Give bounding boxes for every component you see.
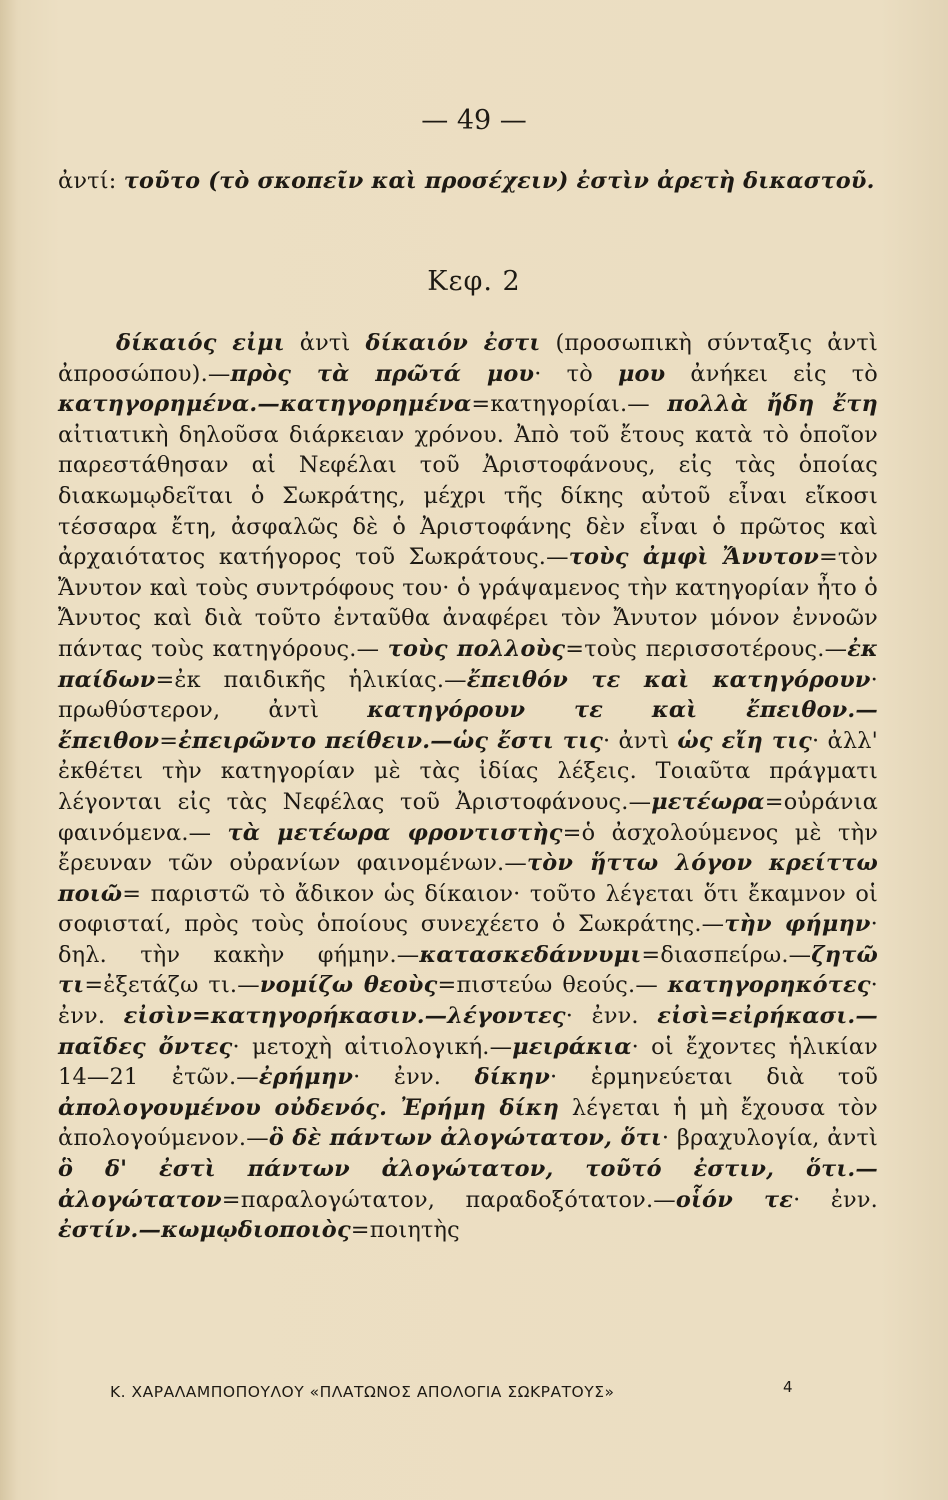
text-run: · ἐνν. xyxy=(793,1186,878,1213)
text-run: =οὐράνια φαινόμενα.— xyxy=(58,788,878,846)
keyword-run: ὃ δὲ πάντων ἀλογώτατον, ὅτι xyxy=(268,1125,662,1152)
keyword-run: πολλὰ ἤδη ἔτη xyxy=(667,391,878,418)
text-run: τοῦτο (τὸ σκοπεῖν καὶ προσέχειν) ἐστὶν ἀρετὴ δικαστοῦ. xyxy=(123,168,875,194)
text-run: = παριστῶ τὸ ἄδικον ὡς δίκαιον· τοῦτο λέγεται ὅτι ἔκαμνον οἱ σοφισταί, πρὸς τοὺς ὁποίους συνεχέετο ὁ Σωκράτης.— xyxy=(58,880,878,938)
keyword-run: μειράκια xyxy=(512,1033,632,1060)
text-run: · οἱ ἔχοντες ἡλικίαν 14—21 ἐτῶν.— xyxy=(58,1033,878,1091)
text-run: = xyxy=(159,727,179,754)
text-run: =ἐκ παιδικῆς ἡλικίας.— xyxy=(155,666,467,693)
keyword-run: πρὸς τὰ πρῶτά μου xyxy=(230,360,535,387)
keyword-run: νομίζω θεοὺς xyxy=(259,972,438,999)
keyword-run: τὴν φήμην xyxy=(724,911,871,938)
keyword-run: μετέωρα xyxy=(651,788,765,815)
text-run: · ἑρμηνεύεται διὰ τοῦ xyxy=(549,1064,878,1091)
keyword-run: ὡς εἴη τις xyxy=(677,727,813,754)
text-run: =ποιητὴς xyxy=(350,1217,460,1244)
text-run: =παραλογώτατον, παραδοξότατον.— xyxy=(221,1186,676,1213)
commentary-runs xyxy=(58,330,878,1243)
keyword-run: ἐστίν.—κωμῳδιοποιὸς xyxy=(58,1217,351,1244)
text-run: · τὸ xyxy=(534,360,618,387)
keyword-run: τὸν ἥττω λόγον κρείττω ποιῶ xyxy=(58,850,878,907)
text-run: · ἐνν. xyxy=(353,1064,475,1091)
keyword-run: ἐπειρῶντο πείθειν.—ὡς ἔστι τις xyxy=(178,727,603,754)
keyword-run: μου xyxy=(617,360,666,387)
footer-signature: Κ. ΧΑΡΑΛΑΜΠΟΠΟΥΛΟΥ «ΠΛΑΤΩΝΟΣ ΑΠΟΛΟΓΙΑ ΣΩΚΡΑΤΟΥΣ» xyxy=(110,1383,615,1401)
text-run: · ἐνν. xyxy=(565,1003,658,1030)
keyword-run: τὰ μετέωρα φροντιστὴς xyxy=(227,819,563,846)
text-run: =ὁ ἀσχολούμενος μὲ τὴν ἔρευναν τῶν οὐρανίων φαινομένων.— xyxy=(58,819,878,877)
keyword-run: δίκην xyxy=(474,1064,550,1091)
text-run: =τὸν Ἄνυτον καὶ τοὺς συντρόφους του· ὁ γράψαμενος τὴν κατηγορίαν ἦτο ὁ Ἄνυτος καὶ διὰ τοῦτο ἐνταῦθα ἀναφέρει τὸν Ἄνυτον μόνον ἐννοῶν πάντας τοὺς κατηγόρους.— xyxy=(58,544,879,662)
text-run: αἰτιατικὴ δηλοῦσα διάρκειαν χρόνου. Ἀπὸ τοῦ ἔτους κατὰ τὸ ὁποῖον παρεστάθησαν αἱ Νεφέλαι τοῦ Ἀριστοφάνους, εἰς τὰς ὁποίας διακωμῳδεῖται ὁ Σωκράτης, μέχρι τῆς δίκης αὐτοῦ εἶναι εἴκοσι τέσσαρα ἔτη, ἀσφαλῶς δὲ ὁ Ἀριστοφάνης δὲν εἶναι ὁ πρῶτος καὶ ἀρχαιότατος κατήγορος τοῦ Σωκράτους.— xyxy=(58,421,878,571)
keyword-run: ἐκ παίδων xyxy=(58,635,878,693)
text-run: =κατηγορίαι.— xyxy=(471,391,668,418)
keyword-run: ζητῶ τι xyxy=(58,941,878,999)
keyword-run: δίκαιός εἰμι xyxy=(116,330,285,356)
keyword-run: δίκαιόν ἐστι xyxy=(365,330,541,356)
chapter-heading: Κεφ. 2 xyxy=(427,266,521,297)
text-run: =ἐξετάζω τι.— xyxy=(84,972,260,999)
text-run: λέγεται ἡ μὴ ἔχουσα τὸν ἀπολογούμενον.— xyxy=(58,1094,878,1152)
page-number: — 49 — xyxy=(421,105,527,136)
keyword-run: τοὺς ἀμφὶ Ἄνυτον xyxy=(568,544,819,571)
keyword-run: ἐρήμην xyxy=(258,1064,354,1091)
text-run: (προσωπικὴ σύνταξις ἀντὶ ἀπροσώπου).— xyxy=(58,330,878,387)
intro-paragraph xyxy=(58,166,878,197)
keyword-run: οἷόν τε xyxy=(675,1186,794,1213)
keyword-run: ἔπειθόν τε καὶ κατηγόρουν xyxy=(466,666,871,693)
commentary-paragraph xyxy=(58,328,878,1246)
text-run: =διασπείρω.— xyxy=(641,941,812,968)
keyword-run: ἀπολογουμένου οὐδενός. Ἐρήμη δίκη xyxy=(58,1094,560,1121)
text-run: · ἐνν. xyxy=(58,972,878,1030)
keyword-run: κατηγόρουν τε καὶ ἔπειθον.—ἔπειθον xyxy=(58,697,878,754)
keyword-run: κατηγορημένα.—κατηγορημένα xyxy=(58,391,472,418)
text-run: · δηλ. τὴν κακὴν φήμην.— xyxy=(58,911,878,968)
keyword-run: τοὺς πολλοὺς xyxy=(387,635,566,662)
keyword-run: εἰσὶν=κατηγορήκασιν.—λέγοντες xyxy=(123,1003,566,1030)
text-run: · ἀλλ' ἐκθέτει τὴν κατηγορίαν μὲ τὰς ἰδίας λέξεις. Τοιαῦτα πράγματι λέγονται εἰς τὰς Νεφέλας τοῦ Ἀριστοφάνους.— xyxy=(58,727,879,815)
keyword-run: εἰσὶ=εἰρήκασι.—παῖδες ὄντες xyxy=(58,1003,878,1060)
sheet-number: 4 xyxy=(783,1378,793,1396)
keyword-run: κατηγορηκότες xyxy=(667,972,871,999)
keyword-run: ὃ δ' ἐστὶ πάντων ἀλογώτατον, τοῦτό ἐστιν, ὅτι.—ἀλογώτατον xyxy=(58,1156,878,1213)
text-run: ἀνήκει εἰς τὸ xyxy=(665,360,878,387)
text-run: · μετοχὴ αἰτιολογική.— xyxy=(232,1033,513,1060)
text-run: ἀντί: xyxy=(58,168,124,194)
text-run: =πιστεύω θεούς.— xyxy=(437,972,668,999)
text-run: · βραχυλογία, ἀντὶ xyxy=(661,1125,879,1152)
text-run: · ἀντὶ xyxy=(602,727,678,754)
text-run: ἀντὶ xyxy=(284,330,366,356)
text-run: · πρωθύστερον, ἀντὶ xyxy=(58,666,878,724)
text-run: =τοὺς περισσοτέρους.— xyxy=(565,635,848,662)
keyword-run: κατασκεδάννυμι xyxy=(419,941,642,968)
